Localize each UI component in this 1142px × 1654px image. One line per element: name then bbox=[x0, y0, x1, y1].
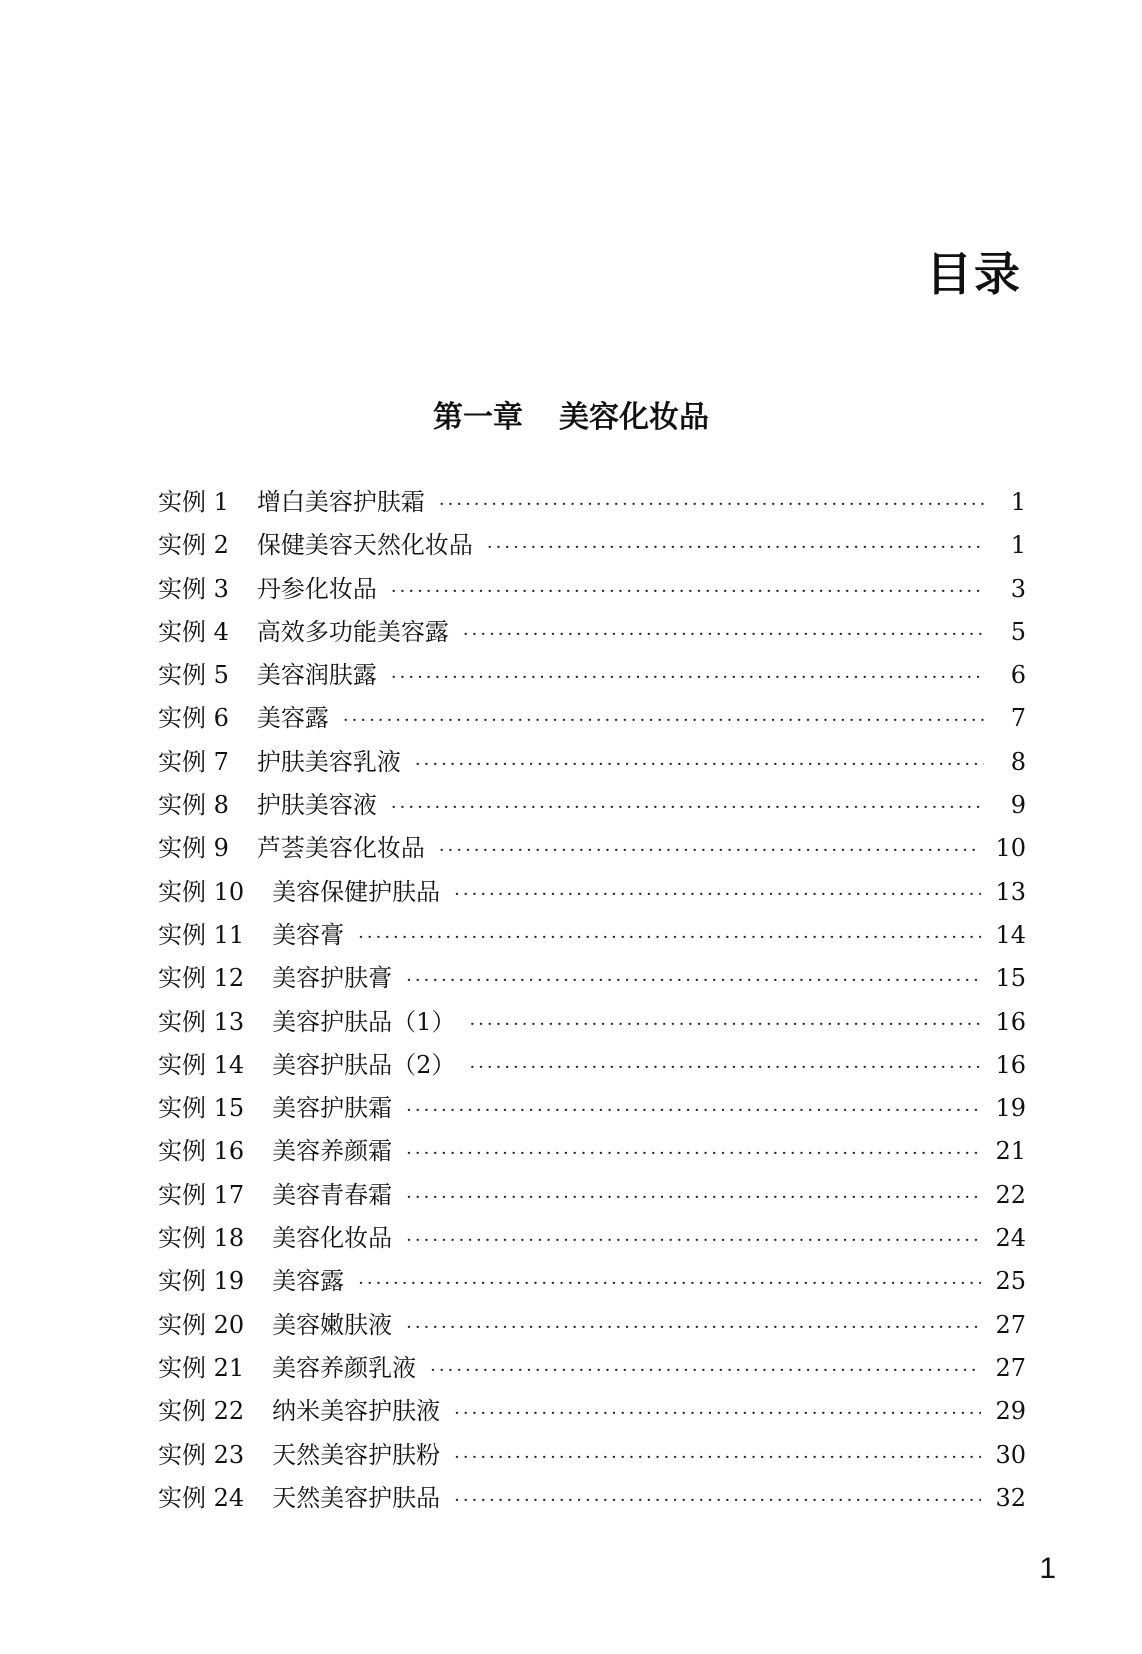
entry-title: 丹参化妆品 bbox=[256, 574, 377, 603]
toc-entry[interactable] bbox=[158, 957, 1026, 1000]
dot-leader bbox=[454, 1392, 981, 1435]
entry-title: 美容化妆品 bbox=[272, 1224, 393, 1253]
entry-title: 美容护肤霜 bbox=[272, 1094, 393, 1123]
toc-entry[interactable] bbox=[158, 871, 1026, 914]
dot-leader bbox=[430, 1349, 981, 1392]
dot-leader bbox=[358, 916, 981, 959]
chapter-number: 第一章 bbox=[433, 400, 523, 435]
entry-number: 实例 16 bbox=[158, 1137, 245, 1166]
entry-number: 实例 2 bbox=[158, 531, 229, 560]
dot-leader bbox=[439, 483, 984, 526]
entry-page-number: 6 bbox=[1010, 661, 1026, 690]
dot-leader bbox=[406, 1306, 981, 1349]
entry-page-number: 7 bbox=[1010, 704, 1026, 733]
entry-number: 实例 23 bbox=[158, 1440, 245, 1469]
entry-number: 实例 24 bbox=[158, 1483, 245, 1512]
dot-leader bbox=[463, 613, 984, 656]
toc-entry[interactable] bbox=[158, 1390, 1026, 1433]
entry-title: 护肤美容乳液 bbox=[256, 747, 401, 776]
toc-entry[interactable] bbox=[158, 1087, 1026, 1130]
toc-entry[interactable] bbox=[158, 1260, 1026, 1303]
entry-title: 美容露 bbox=[256, 704, 329, 733]
entry-page-number: 8 bbox=[1010, 747, 1026, 776]
entry-number: 实例 7 bbox=[158, 747, 229, 776]
toc-entry[interactable] bbox=[158, 1044, 1026, 1087]
toc-entry[interactable] bbox=[158, 611, 1026, 654]
dot-leader bbox=[454, 873, 981, 916]
toc-entry[interactable] bbox=[158, 1130, 1026, 1173]
entry-page-number: 16 bbox=[995, 1007, 1026, 1036]
entry-page-number: 3 bbox=[1010, 574, 1026, 603]
entry-number: 实例 18 bbox=[158, 1224, 245, 1253]
dot-leader bbox=[454, 1479, 981, 1522]
toc-entry[interactable] bbox=[158, 1174, 1026, 1217]
toc-entry[interactable] bbox=[158, 697, 1026, 740]
dot-leader bbox=[415, 743, 984, 786]
toc-list bbox=[158, 481, 1026, 1520]
entry-page-number: 22 bbox=[995, 1180, 1026, 1209]
entry-title: 保健美容天然化妆品 bbox=[256, 531, 473, 560]
chapter-heading bbox=[0, 392, 1142, 436]
entry-page-number: 29 bbox=[995, 1397, 1026, 1426]
entry-number: 实例 21 bbox=[158, 1353, 245, 1382]
dot-leader bbox=[439, 829, 982, 872]
toc-entry[interactable] bbox=[158, 784, 1026, 827]
dot-leader bbox=[406, 1176, 981, 1219]
entry-number: 实例 4 bbox=[158, 617, 229, 646]
entry-number: 实例 11 bbox=[158, 920, 245, 949]
entry-page-number: 1 bbox=[1010, 488, 1026, 516]
dot-leader bbox=[469, 1046, 981, 1089]
entry-title: 美容膏 bbox=[272, 920, 345, 949]
toc-title: 目录 bbox=[926, 247, 1022, 301]
entry-page-number: 19 bbox=[995, 1094, 1026, 1123]
entry-number: 实例 1 bbox=[158, 488, 229, 516]
entry-page-number: 27 bbox=[995, 1310, 1026, 1339]
entry-page-number: 10 bbox=[995, 834, 1026, 863]
toc-entry[interactable] bbox=[158, 827, 1026, 870]
dot-leader bbox=[487, 526, 984, 569]
entry-page-number: 32 bbox=[995, 1483, 1026, 1512]
entry-number: 实例 19 bbox=[158, 1267, 245, 1296]
entry-title: 纳米美容护肤液 bbox=[272, 1397, 441, 1426]
entry-page-number: 13 bbox=[995, 877, 1026, 906]
entry-page-number: 27 bbox=[995, 1353, 1026, 1382]
toc-entry[interactable] bbox=[158, 1477, 1026, 1520]
entry-title: 天然美容护肤品 bbox=[272, 1483, 441, 1512]
entry-title: 美容护肤膏 bbox=[272, 964, 393, 993]
entry-title: 天然美容护肤粉 bbox=[272, 1440, 441, 1469]
entry-page-number: 16 bbox=[995, 1050, 1026, 1079]
toc-entry[interactable] bbox=[158, 1434, 1026, 1477]
toc-entry[interactable] bbox=[158, 1001, 1026, 1044]
toc-entry[interactable] bbox=[158, 1217, 1026, 1260]
entry-page-number: 1 bbox=[1010, 531, 1026, 560]
entry-page-number: 5 bbox=[1010, 617, 1026, 646]
entry-number: 实例 6 bbox=[158, 704, 229, 733]
chapter-name: 美容化妆品 bbox=[559, 400, 709, 435]
dot-leader bbox=[406, 1089, 981, 1132]
entry-number: 实例 22 bbox=[158, 1397, 245, 1426]
dot-leader bbox=[406, 1219, 981, 1262]
entry-title: 美容养颜霜 bbox=[272, 1137, 393, 1166]
entry-page-number: 30 bbox=[995, 1440, 1026, 1469]
entry-title: 美容护肤品（1） bbox=[272, 1007, 456, 1036]
entry-title: 美容保健护肤品 bbox=[272, 877, 441, 906]
entry-page-number: 21 bbox=[995, 1137, 1026, 1166]
entry-page-number: 14 bbox=[995, 920, 1026, 949]
entry-title: 美容青春霜 bbox=[272, 1180, 393, 1209]
entry-page-number: 9 bbox=[1010, 791, 1026, 820]
entry-title: 护肤美容液 bbox=[256, 791, 377, 820]
dot-leader bbox=[343, 699, 984, 742]
entry-title: 美容护肤品（2） bbox=[272, 1050, 456, 1079]
toc-entry[interactable] bbox=[158, 741, 1026, 784]
entry-number: 实例 13 bbox=[158, 1007, 245, 1036]
entry-title: 美容露 bbox=[272, 1267, 345, 1296]
toc-entry[interactable] bbox=[158, 524, 1026, 567]
entry-title: 美容润肤露 bbox=[256, 661, 377, 690]
entry-number: 实例 20 bbox=[158, 1310, 245, 1339]
dot-leader bbox=[391, 786, 984, 829]
entry-page-number: 25 bbox=[995, 1267, 1026, 1296]
page-number: 1 bbox=[1039, 1552, 1056, 1585]
dot-leader bbox=[391, 570, 984, 613]
entry-number: 实例 10 bbox=[158, 877, 245, 906]
toc-entry[interactable] bbox=[158, 568, 1026, 611]
entry-number: 实例 14 bbox=[158, 1050, 245, 1079]
toc-entry[interactable] bbox=[158, 481, 1026, 524]
entry-number: 实例 17 bbox=[158, 1180, 245, 1209]
toc-entry[interactable] bbox=[158, 654, 1026, 697]
entry-title: 高效多功能美容露 bbox=[256, 617, 449, 646]
entry-number: 实例 5 bbox=[158, 661, 229, 690]
dot-leader bbox=[406, 1132, 981, 1175]
entry-title: 增白美容护肤霜 bbox=[256, 488, 425, 516]
entry-number: 实例 9 bbox=[158, 834, 229, 863]
entry-title: 美容养颜乳液 bbox=[272, 1353, 417, 1382]
dot-leader bbox=[469, 1003, 981, 1046]
toc-entry[interactable] bbox=[158, 1347, 1026, 1390]
entry-number: 实例 15 bbox=[158, 1094, 245, 1123]
toc-entry[interactable] bbox=[158, 1304, 1026, 1347]
entry-page-number: 24 bbox=[995, 1224, 1026, 1253]
dot-leader bbox=[358, 1262, 981, 1305]
entry-number: 实例 3 bbox=[158, 574, 229, 603]
entry-title: 芦荟美容化妆品 bbox=[256, 834, 425, 863]
entry-number: 实例 8 bbox=[158, 791, 229, 820]
dot-leader bbox=[391, 656, 984, 699]
entry-number: 实例 12 bbox=[158, 964, 245, 993]
entry-page-number: 15 bbox=[995, 964, 1026, 993]
dot-leader bbox=[406, 959, 981, 1002]
toc-entry[interactable] bbox=[158, 914, 1026, 957]
dot-leader bbox=[454, 1436, 981, 1479]
entry-title: 美容嫩肤液 bbox=[272, 1310, 393, 1339]
